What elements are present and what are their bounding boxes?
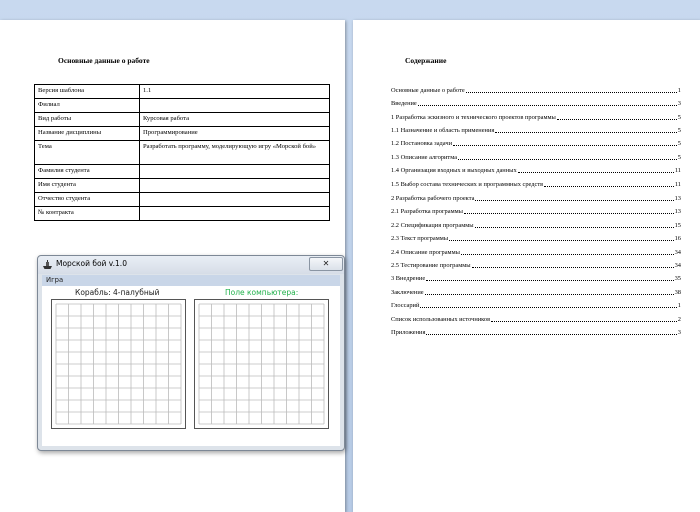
player-grid[interactable]: [51, 299, 186, 429]
toc-leader: [475, 200, 673, 201]
toc-entry-page: 1: [677, 87, 681, 94]
toc-entry[interactable]: [391, 126, 681, 135]
toc-entry-page: 13: [674, 195, 681, 202]
close-icon: ✕: [322, 259, 330, 268]
table-cell-label: Филиал: [35, 99, 140, 113]
toc-leader: [426, 280, 673, 281]
toc-entry[interactable]: [391, 207, 681, 216]
toc-entry-page: 13: [674, 208, 681, 215]
computer-grid-lines: [195, 300, 328, 428]
toc-entry[interactable]: [391, 166, 681, 175]
computer-grid[interactable]: [194, 299, 329, 429]
table-cell-value: [140, 207, 330, 221]
toc-entry[interactable]: [391, 315, 681, 324]
toc-leader: [495, 132, 676, 133]
table-cell-value: [140, 193, 330, 207]
toc-entry-page: 16: [674, 235, 681, 242]
toc-entry-text: 1.5 Выбор состава технических и программных средств: [391, 181, 544, 188]
toc-entry[interactable]: [391, 180, 681, 189]
table-row: [35, 179, 330, 193]
toc-leader: [449, 240, 674, 241]
toc-title: Содержание: [405, 56, 447, 65]
toc-entry-page: 3: [677, 329, 681, 336]
toc-entry-page: 15: [674, 222, 681, 229]
table-cell-value: [140, 165, 330, 179]
toc-entry-text: Приложения: [391, 329, 426, 336]
toc-entry-text: 2.4 Описание программы: [391, 249, 460, 256]
toc-entry-text: Введение: [391, 100, 417, 107]
toc-leader: [518, 172, 674, 173]
table-row: [35, 85, 330, 99]
toc-leader: [420, 307, 676, 308]
toc-entry-text: 1.4 Организация входных и выходных данных: [391, 167, 517, 174]
toc-entry-text: Заключение: [391, 289, 424, 296]
toc-leader: [458, 159, 677, 160]
toc-leader: [453, 145, 677, 146]
toc-entry-page: 11: [674, 167, 681, 174]
table-row: [35, 113, 330, 127]
toc-entry-text: Основные данные о работе: [391, 87, 465, 94]
table-cell-label: Вид работы: [35, 113, 140, 127]
toc-entry-page: 5: [677, 127, 681, 134]
toc-entry-text: 1 Разработка эскизного и технического проектов программы: [391, 114, 556, 121]
computer-field-label: Поле компьютера:: [225, 288, 299, 297]
toc-leader: [418, 105, 677, 106]
toc-entry-page: 38: [674, 289, 681, 296]
close-button[interactable]: [309, 257, 343, 271]
toc-entry-text: 1.3 Описание алгоритма: [391, 154, 458, 161]
table-cell-value: Курсовая работа: [140, 113, 330, 127]
toc-entry[interactable]: [391, 248, 681, 257]
sea-battle-window: [37, 255, 345, 451]
menu-item-game[interactable]: Игра: [46, 276, 64, 284]
toc-entry-text: 2.2 Спецификация программы: [391, 222, 474, 229]
page-title: Основные данные о работе: [58, 56, 150, 65]
toc-entry-page: 35: [674, 275, 681, 282]
toc-entry[interactable]: [391, 139, 681, 148]
player-grid-lines: [52, 300, 185, 428]
table-cell-value: Разработать программу, моделирующую игру «Морской бой»: [140, 141, 330, 165]
toc-leader: [426, 334, 676, 335]
toc-entry-page: 34: [674, 249, 681, 256]
toc-entry[interactable]: [391, 86, 681, 95]
toc-entry-page: 5: [677, 140, 681, 147]
work-info-table: [34, 84, 330, 221]
toc-entry-page: 11: [674, 181, 681, 188]
table-row: [35, 165, 330, 179]
table-cell-label: Имя студента: [35, 179, 140, 193]
toc-entry-page: 3: [677, 100, 681, 107]
toc-leader: [557, 119, 677, 120]
toc-leader: [466, 92, 677, 93]
table-cell-value: [140, 99, 330, 113]
toc-leader: [475, 227, 674, 228]
toc-entry[interactable]: [391, 328, 681, 337]
table-cell-value: [140, 179, 330, 193]
toc-entry[interactable]: [391, 234, 681, 243]
toc-entry-text: 2.3 Текст программы: [391, 235, 449, 242]
ship-icon: [42, 260, 53, 270]
table-row: [35, 99, 330, 113]
toc-entry-text: Глоссарий: [391, 302, 420, 309]
toc-leader: [491, 321, 677, 322]
toc-entry-page: 5: [677, 114, 681, 121]
toc-entry-page: 2: [677, 316, 681, 323]
toc-entry-page: 1: [677, 302, 681, 309]
table-cell-label: Фамилия студента: [35, 165, 140, 179]
toc-entry[interactable]: [391, 221, 681, 230]
table-row: [35, 127, 330, 141]
toc-entry-text: 2.1 Разработка программы: [391, 208, 463, 215]
toc-leader: [464, 213, 674, 214]
table-cell-label: Отчество студента: [35, 193, 140, 207]
document-page-2: [353, 20, 700, 512]
toc-entry-text: 1.1 Назначение и область применения: [391, 127, 495, 134]
table-cell-value: Программирование: [140, 127, 330, 141]
toc-entry[interactable]: [391, 274, 681, 283]
toc-entry-page: 34: [674, 262, 681, 269]
table-cell-label: Тема: [35, 141, 140, 165]
window-titlebar[interactable]: [38, 256, 344, 274]
toc-entry-text: 1.2 Постановка задачи: [391, 140, 453, 147]
toc-entry-text: 2 Разработка рабочего проекта: [391, 195, 475, 202]
toc-leader: [544, 186, 674, 187]
toc-leader: [461, 254, 674, 255]
window-title: Морской бой v.1.0: [56, 259, 127, 268]
table-cell-label: № контракта: [35, 207, 140, 221]
toc-leader: [472, 267, 674, 268]
table-cell-label: Версия шаблона: [35, 85, 140, 99]
toc-entry[interactable]: [391, 153, 681, 162]
table-row: [35, 207, 330, 221]
table-row: [35, 141, 330, 165]
toc-entry-text: Список использованных источников: [391, 316, 491, 323]
player-ship-label: Корабль: 4-палубный: [75, 288, 160, 297]
toc-entry[interactable]: [391, 288, 681, 297]
game-client-area: [42, 286, 340, 446]
toc-entry-page: 5: [677, 154, 681, 161]
toc-entry[interactable]: [391, 99, 681, 108]
table-cell-value: 1.1: [140, 85, 330, 99]
toc-leader: [425, 294, 674, 295]
table-cell-label: Название дисциплины: [35, 127, 140, 141]
toc-entry[interactable]: [391, 301, 681, 310]
toc-entry-text: 3 Внедрение: [391, 275, 426, 282]
table-row: [35, 193, 330, 207]
toc-entry[interactable]: [391, 261, 681, 270]
toc-entry[interactable]: [391, 194, 681, 203]
toc-entry[interactable]: [391, 113, 681, 122]
toc-entry-text: 2.5 Тестирование программы: [391, 262, 471, 269]
